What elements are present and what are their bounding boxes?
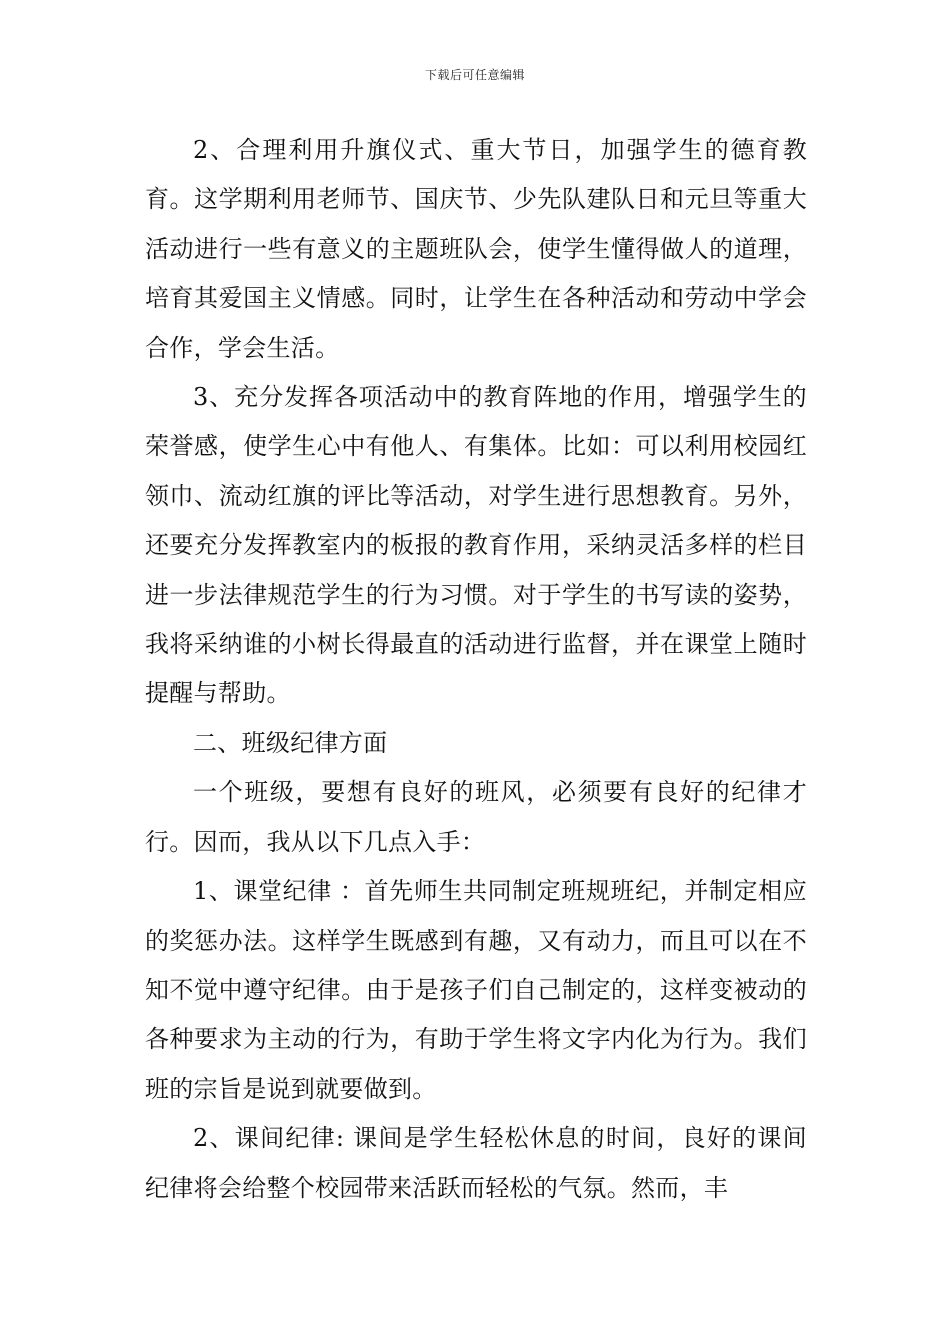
paragraph-class-discipline-intro: 一个班级，要想有良好的班风，必须要有良好的纪律才行。因而，我从以下几点入手： — [145, 778, 807, 856]
section-heading-class-discipline: 二、班级纪律方面 — [193, 728, 388, 757]
paragraph-item-1-classroom-discipline: 1、课堂纪律 ：首先师生共同制定班规班纪，并制定相应的奖惩办法。这样学生既感到有趣，又有动力，而且可以在不知不觉中遵守纪律。由于是孩子们自己制定的，这样变被动的各种要求为主动的行为，有助于学生将文字内化为行为。我们班的宗旨是说到就要做到。 — [145, 877, 807, 1103]
paragraph-item-2-break-discipline: 2、课间纪律: 课间是学生轻松休息的时间，良好的课间纪律将会给整个校园带来活跃而轻松的气氛。然而，丰 — [145, 1124, 807, 1202]
page-header: 下载后可任意编辑 — [424, 68, 525, 82]
paragraph-item-2-moral-education: 2、合理利用升旗仪式、重大节日，加强学生的德育教育。这学期利用老师节、国庆节、少先队建队日和元旦等重大活动进行一些有意义的主题班队会，使学生懂得做人的道理，培育其爱国主义情感。同时，让学生在各种活动和劳动中学会合作，学会生活。 — [145, 136, 807, 362]
paragraph-item-3-activities: 3、充分发挥各项活动中的教育阵地的作用，增强学生的荣誉感，使学生心中有他人、有集体。比如：可以利用校园红领巾、流动红旗的评比等活动，对学生进行思想教育。另外，还要充分发挥教室内的板报的教育作用，采纳灵活多样的栏目进一步法律规范学生的行为习惯。对于学生的书写读的姿势，我将采纳谁的小树长得最直的活动进行监督，并在课堂上随时提醒与帮助。 — [145, 383, 807, 708]
document-body — [145, 126, 807, 1213]
